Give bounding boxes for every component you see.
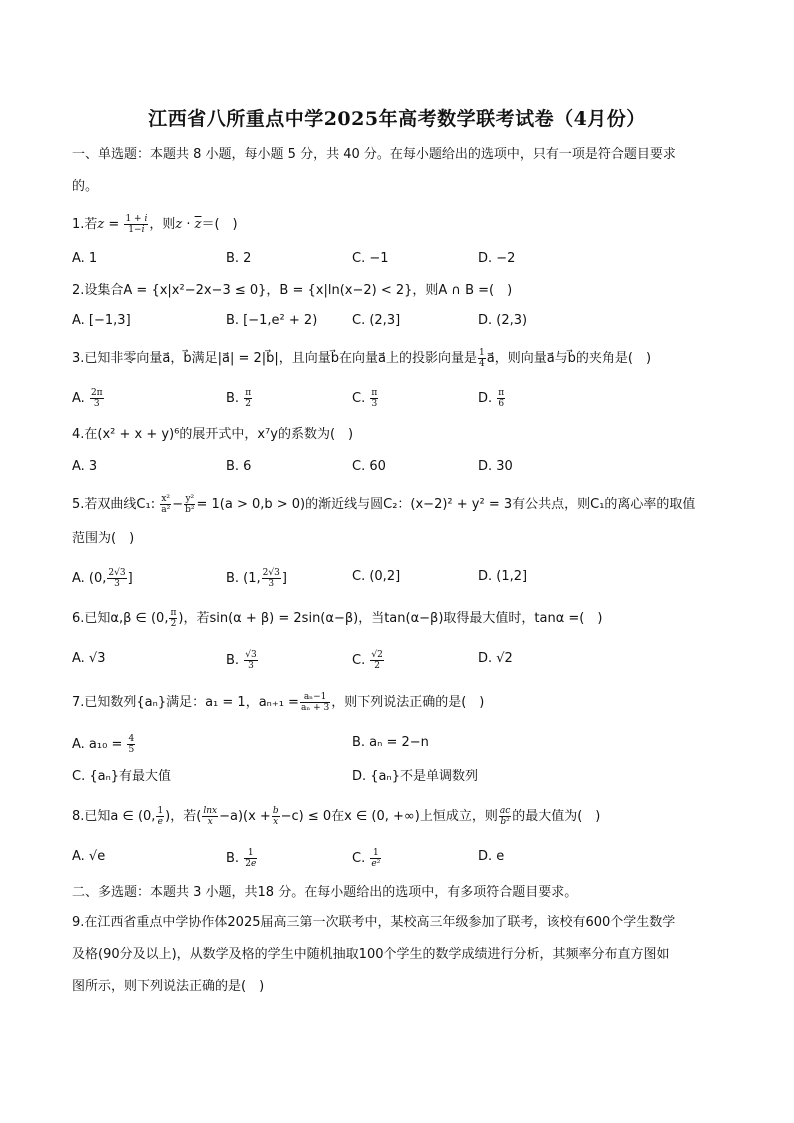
question-5-cont: 范围为( )	[72, 531, 135, 546]
q1-option-b[interactable]: B. 2	[226, 251, 252, 266]
question-8: 8.已知a ∈ (0, $\frac{1}{e}$ )，若( $\frac{\ln x}{x}$ −a)(x + $\frac{b}{x}$ −c) ≤ 0在x ∈ (0, +∞)上恒成立，则 $\frac{ac}{\text{b²}}$ 的最大值为( )	[72, 806, 601, 827]
q2-option-d[interactable]: D. (2,3)	[478, 313, 528, 328]
q3-option-b[interactable]: B. $\frac{\pi}{2}$	[226, 388, 252, 409]
q1-option-d[interactable]: D. −2	[478, 251, 516, 266]
question-3: 3.已知非零向量a⃗，b⃗满足|a⃗| = 2|b⃗|，且向量b⃗在向量a⃗上的投影向量是 $\frac{1}{4}$ a⃗，则向量a⃗与b⃗的夹角是( )	[72, 348, 652, 369]
question-6: 6.已知α,β ∈ (0, $\frac{\pi}{2}$ )，若sin(α + β) = 2sin(α−β)，当tan(α−β)取得最大值时，tanα =( )	[72, 608, 603, 629]
fraction: $\frac{1 + i}{1-i}$	[125, 214, 148, 235]
question-7: 7.已知数列{aₙ}满足：a₁ = 1，aₙ₊₁ = $\frac{\text{aₙ−1}}{\text{aₙ + 3}}$ ，则下列说法正确的是( )	[72, 692, 485, 713]
question-1: 1.若z = $\frac{1 + i}{1-i}$ ，则$z \cdot \overline{z}=$( )	[72, 214, 238, 235]
question-9-line-1: 9.在江西省重点中学协作体2025届高三第一次联考中，某校高三年级参加了联考，该校有600个学生数学	[72, 915, 676, 930]
q5-option-b[interactable]: B. (1, $\frac{2√3}{3}$ ]	[226, 568, 287, 589]
q7-option-a[interactable]: A. a₁₀ = $\frac{4}{5}$	[72, 734, 135, 755]
question-9-line-2: 及格(90分及以上)，从数学及格的学生中随机抽取100个学生的数学成绩进行分析，其频率分布直方图如	[72, 947, 670, 962]
q8-option-c[interactable]: C. $\frac{1}{\text{e²}}$	[352, 848, 381, 869]
q6-option-c[interactable]: C. $\frac{√2}{2}$	[352, 650, 383, 671]
q7-option-d[interactable]: D. {aₙ}不是单调数列	[352, 769, 478, 784]
q6-option-d[interactable]: D. √2	[478, 651, 513, 666]
q1-option-c[interactable]: C. −1	[352, 251, 389, 266]
q4-option-c[interactable]: C. 60	[352, 459, 386, 474]
q4-option-b[interactable]: B. 6	[226, 459, 252, 474]
q5-option-c[interactable]: C. (0,2]	[352, 569, 401, 584]
q2-option-a[interactable]: A. [−1,3]	[72, 313, 131, 328]
q7-option-b[interactable]: B. aₙ = 2−n	[352, 735, 429, 750]
section-1-header-cont: 的。	[72, 179, 99, 194]
q2-option-b[interactable]: B. [−1,e² + 2)	[226, 313, 318, 328]
section-1-header: 一、单选题：本题共 8 小题，每小题 5 分，共 40 分。在每小题给出的选项中，只有一项是符合题目要求	[72, 147, 676, 162]
q7-option-c[interactable]: C. {aₙ}有最大值	[72, 769, 172, 784]
section-2-header: 二、多选题：本题共 3 小题，共18 分。在每小题给出的选项中，有多项符合题目要求。	[72, 885, 578, 900]
q3-option-a[interactable]: A. $\frac{2\pi}{3}$	[72, 388, 103, 409]
page-title: 江西省八所重点中学2025年高考数学联考试卷（4月份）	[148, 108, 646, 130]
question-5: 5.若双曲线C₁: $\frac{\text{x²}}{\text{a²}}$ − $\frac{\text{y²}}{\text{b²}}$ = 1(a > 0,b > 0)的渐近线与圆C₂：(x−2)² + y² = 3有公共点，则C₁的离心率的取值	[72, 494, 696, 515]
q8-option-b[interactable]: B. $\frac{1}{2e}$	[226, 848, 257, 869]
q8-option-a[interactable]: A. √e	[72, 849, 106, 864]
q6-option-b[interactable]: B. $\frac{√3}{3}$	[226, 650, 257, 671]
q1-option-a[interactable]: A. 1	[72, 251, 98, 266]
question-2: 2.设集合A = {x|x²−2x−3 ≤ 0}，B = {x|ln(x−2) < 2}，则A ∩ B =( )	[72, 283, 513, 298]
question-4: 4.在(x² + x + y)⁶的展开式中，x⁷y的系数为( )	[72, 427, 354, 442]
q4-option-a[interactable]: A. 3	[72, 459, 98, 474]
q5-option-a[interactable]: A. (0, $\frac{2√3}{3}$ ]	[72, 568, 133, 589]
q6-option-a[interactable]: A. √3	[72, 651, 106, 666]
q2-option-c[interactable]: C. (2,3]	[352, 313, 401, 328]
q3-option-d[interactable]: D. $\frac{\pi}{6}$	[478, 388, 505, 409]
q8-option-d[interactable]: D. e	[478, 849, 505, 864]
q5-option-d[interactable]: D. (1,2]	[478, 569, 528, 584]
q3-option-c[interactable]: C. $\frac{\pi}{3}$	[352, 388, 378, 409]
question-9-line-3: 图所示，则下列说法正确的是( )	[72, 979, 265, 994]
q4-option-d[interactable]: D. 30	[478, 459, 513, 474]
